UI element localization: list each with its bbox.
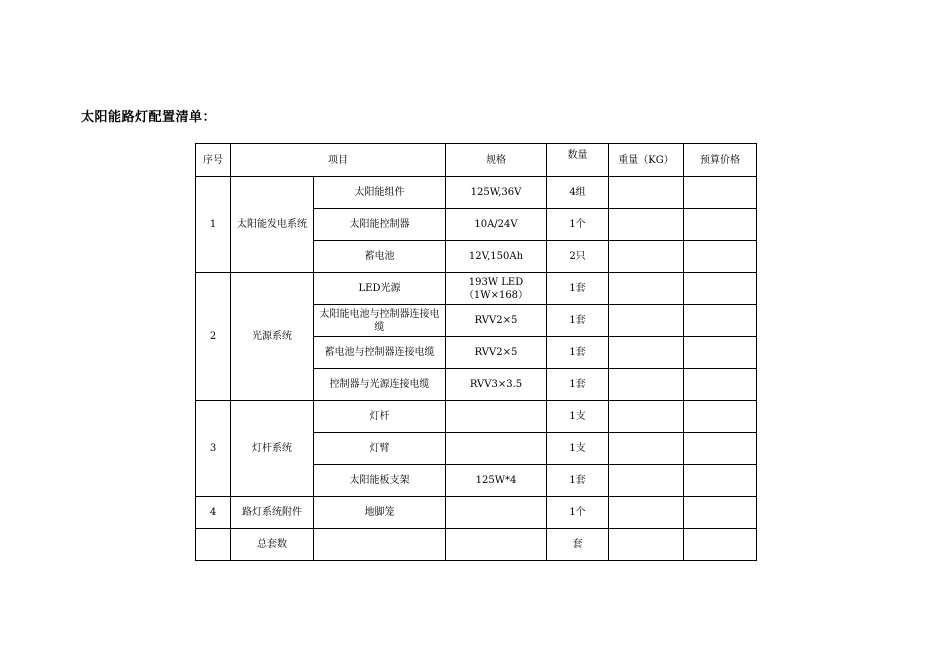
row-spec [446,433,547,465]
total-row [196,529,757,561]
configuration-table [195,143,757,561]
row-spec: 193W LED（1W×168） [446,273,547,305]
group-name: 灯杆系统 [231,401,314,497]
row-price [684,369,757,401]
row-weight [609,273,684,305]
row-qty: 1套 [547,273,609,305]
row-weight [609,337,684,369]
row-item: 太阳能组件 [314,177,446,209]
row-price [684,337,757,369]
total-price [684,529,757,561]
row-item: 灯臂 [314,433,446,465]
row-qty: 1套 [547,337,609,369]
row-qty: 1个 [547,209,609,241]
total-item [314,529,446,561]
row-price [684,305,757,337]
row-qty: 2只 [547,241,609,273]
row-price [684,177,757,209]
header-item: 项目 [231,144,446,177]
row-spec: RVV3×3.5 [446,369,547,401]
row-qty: 4组 [547,177,609,209]
row-spec: 12V,150Ah [446,241,547,273]
row-item: 地脚笼 [314,497,446,529]
total-label: 总套数 [231,529,314,561]
row-spec: RVV2×5 [446,305,547,337]
row-price [684,401,757,433]
row-price [684,209,757,241]
header-no: 序号 [196,144,231,177]
table-row [196,401,757,433]
row-price [684,273,757,305]
row-item: LED光源 [314,273,446,305]
group-name: 太阳能发电系统 [231,177,314,273]
row-weight [609,497,684,529]
row-item: 蓄电池 [314,241,446,273]
row-spec [446,497,547,529]
row-spec: RVV2×5 [446,337,547,369]
table-row [196,497,757,529]
document-title: 太阳能路灯配置清单： [81,110,217,125]
row-qty: 1套 [547,369,609,401]
header-qty: 数量 [547,144,609,177]
row-price [684,465,757,497]
group-name: 路灯系统附件 [231,497,314,529]
group-no: 3 [196,401,231,497]
row-qty: 1支 [547,433,609,465]
total-spec [446,529,547,561]
row-weight [609,369,684,401]
group-no: 2 [196,273,231,401]
row-qty: 1支 [547,401,609,433]
header-weight: 重量（KG） [609,144,684,177]
table-row [196,273,757,305]
total-no [196,529,231,561]
row-weight [609,465,684,497]
row-item: 太阳能控制器 [314,209,446,241]
row-weight [609,433,684,465]
group-no: 4 [196,497,231,529]
row-price [684,241,757,273]
row-weight [609,241,684,273]
row-weight [609,305,684,337]
table-row [196,177,757,209]
group-no: 1 [196,177,231,273]
table-header-row [196,144,757,177]
row-spec [446,401,547,433]
row-spec: 10A/24V [446,209,547,241]
row-weight [609,401,684,433]
row-item: 太阳能电池与控制器连接电缆 [314,305,446,337]
header-spec: 规格 [446,144,547,177]
total-qty: 套 [547,529,609,561]
row-item: 控制器与光源连接电缆 [314,369,446,401]
total-weight [609,529,684,561]
row-price [684,497,757,529]
row-qty: 1个 [547,497,609,529]
row-spec: 125W,36V [446,177,547,209]
row-price [684,433,757,465]
row-item: 太阳能板支架 [314,465,446,497]
row-weight [609,177,684,209]
row-qty: 1套 [547,465,609,497]
row-spec: 125W*4 [446,465,547,497]
row-item: 灯杆 [314,401,446,433]
header-price: 预算价格 [684,144,757,177]
row-qty: 1套 [547,305,609,337]
row-item: 蓄电池与控制器连接电缆 [314,337,446,369]
row-weight [609,209,684,241]
group-name: 光源系统 [231,273,314,401]
